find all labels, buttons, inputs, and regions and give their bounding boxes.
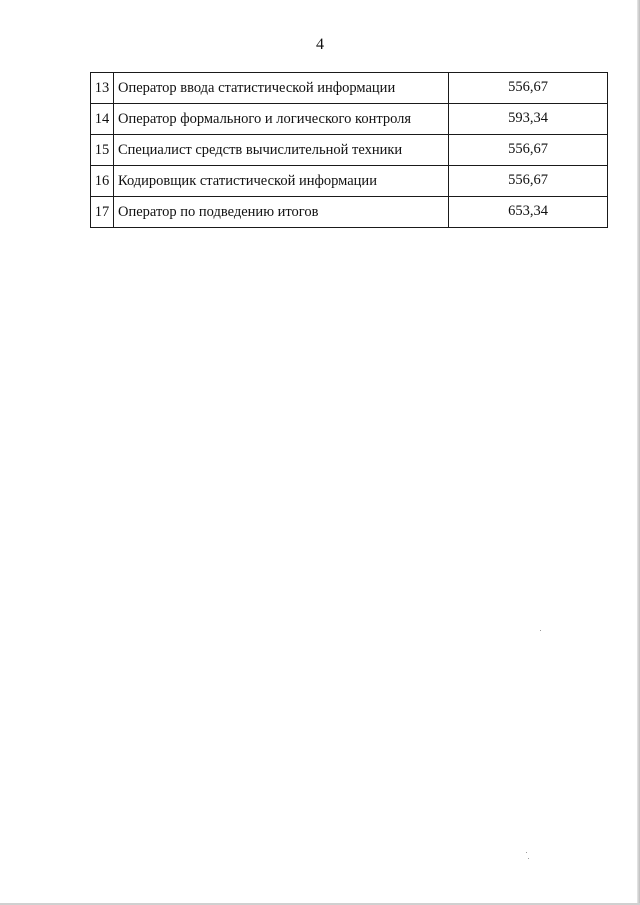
position-name: Оператор по подведению итогов [114, 197, 449, 228]
table-row [91, 104, 608, 135]
position-name: Оператор ввода статистической информации [114, 73, 449, 104]
row-number: 17 [91, 197, 114, 228]
position-value: 556,67 [449, 135, 608, 166]
position-value: 653,34 [449, 197, 608, 228]
positions-table [90, 72, 608, 228]
position-value: 556,67 [449, 166, 608, 197]
position-name: Специалист средств вычислительной техники [114, 135, 449, 166]
row-number: 16 [91, 166, 114, 197]
table-row [91, 166, 608, 197]
table-row [91, 197, 608, 228]
row-number: 14 [91, 104, 114, 135]
scan-speck [526, 852, 527, 853]
row-number: 13 [91, 73, 114, 104]
position-value: 593,34 [449, 104, 608, 135]
page-number: 4 [316, 36, 324, 53]
position-name: Кодировщик статистической информации [114, 166, 449, 197]
position-value: 556,67 [449, 73, 608, 104]
scan-speck [528, 858, 529, 859]
table-row [91, 135, 608, 166]
table-row [91, 73, 608, 104]
position-name: Оператор формального и логического контроля [114, 104, 449, 135]
scan-speck [540, 630, 541, 631]
row-number: 15 [91, 135, 114, 166]
